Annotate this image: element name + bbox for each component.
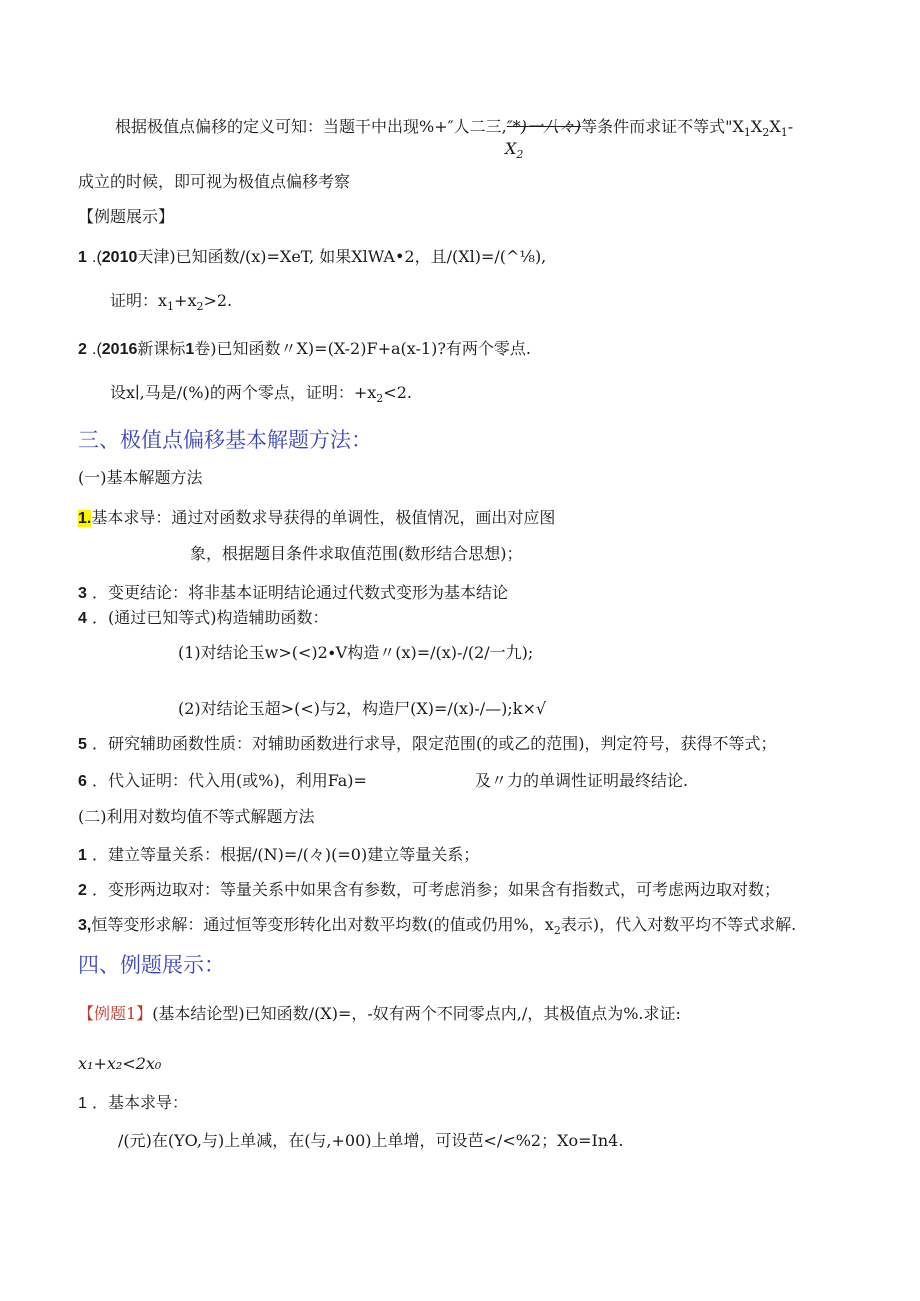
item-number: 2 xyxy=(78,882,87,899)
subscript: 2 xyxy=(196,300,204,314)
item-text: 恒等变形求解：通过恒等变形转化出对数平均数(的值或仍用%，x xyxy=(91,915,554,934)
var-x: X xyxy=(750,117,763,136)
item-number: 1. xyxy=(78,510,92,527)
intro-fraction-denominator xyxy=(505,138,523,166)
question-formula: x₁+x₂<2x₀ xyxy=(78,1054,162,1073)
item-text: 卷)已知函数〃X)=(X-2)F+a(x-1)?有两个零点. xyxy=(194,339,531,358)
method-1 xyxy=(78,507,555,530)
item-number: 3, xyxy=(78,917,92,934)
proof-text: 设x∣,马是/(%)的两个零点，证明：+x xyxy=(110,383,377,402)
item-number: 1 xyxy=(78,249,87,266)
item-year: 2010 xyxy=(101,249,138,266)
example-question-1 xyxy=(78,1003,681,1025)
proof-text: +x xyxy=(174,291,197,310)
example-2 xyxy=(78,338,531,361)
method-4 xyxy=(78,607,329,630)
item-number: 1 xyxy=(78,847,87,864)
example-1 xyxy=(78,246,546,269)
item-year: 2016 xyxy=(101,341,138,358)
item-text: 天津)已知函数/(x)=XeT, 如果XlWA•2，且/(Xl)=/(^⅛), xyxy=(137,247,547,266)
subscript: 1 xyxy=(167,300,175,314)
method-1-continued: 象，根据题目条件求取值范围(数形结合思想)； xyxy=(190,544,523,563)
item-text: .( xyxy=(92,341,102,358)
solution-step-1-body: /(元)在(YO,与)上单减，在(与,+00)上单增，可设芭</<%2；Xo=In4. xyxy=(118,1131,624,1150)
subsection-2-title: (二)利用对数均值不等式解题方法 xyxy=(78,807,315,826)
item-text: ．变更结论：将非基本证明结论通过代数式变形为基本结论 xyxy=(92,583,509,602)
item-text: ．研究辅助函数性质：对辅助函数进行求导，限定范围(的或乙的范围)，判定符号，获得不等式； xyxy=(92,734,777,753)
log-method-3 xyxy=(78,914,796,942)
proof-text: >2. xyxy=(203,291,233,310)
log-method-1 xyxy=(78,844,479,867)
subscript: 2 xyxy=(762,126,770,140)
question-text: (基本结论型)已知函数/(X)=，-奴有两个不同零点内,/，其极值点为%.求证: xyxy=(152,1004,681,1023)
subscript: 2 xyxy=(553,924,561,938)
var-x: X xyxy=(505,139,517,158)
method-5 xyxy=(78,733,777,756)
subsection-1-title: (一)基本解题方法 xyxy=(78,468,203,487)
proof-text: <2. xyxy=(383,383,412,402)
method-4-case-2: (2)对结论玉超>(<)与2，构造尸(X)=/(x)-/—);k×√ xyxy=(178,699,547,718)
method-6-end: 及〃力的单调性证明最终结论. xyxy=(475,771,689,790)
section-3-heading: 三、极值点偏移基本解题方法： xyxy=(78,428,372,452)
solution-step-1 xyxy=(78,1092,188,1115)
example-1-proof xyxy=(110,290,232,318)
example-bracket-title: 【例题展示】 xyxy=(78,207,175,226)
example-label: 【例题1】 xyxy=(78,1004,153,1023)
item-number: 3 xyxy=(78,585,87,602)
item-number: 2 xyxy=(78,341,87,358)
item-text: ．代入证明：代入用(或%)，利用Fa)= xyxy=(92,771,367,790)
intro-text: 根据极值点偏移的定义可知：当题干中出现%+″人二三, xyxy=(115,117,507,136)
subscript: 1 xyxy=(743,126,751,140)
struck-condition: ″*)一八々) xyxy=(506,117,582,136)
item-text: ．(通过已知等式)构造辅助函数： xyxy=(92,608,329,627)
item-text: ．变形两边取对：等量关系中如果含有参数，可考虑消参；如果含有指数式，可考虑两边取对数； xyxy=(92,880,781,899)
item-number: 6 xyxy=(78,773,87,790)
subscript: 2 xyxy=(516,148,524,162)
item-text: 新课标 xyxy=(137,339,186,358)
item-text: ．基本求导： xyxy=(92,1093,189,1112)
method-6 xyxy=(78,770,367,793)
item-text: 表示)，代入对数平均不等式求解. xyxy=(560,915,797,934)
section-4-heading: 四、例题展示： xyxy=(78,953,225,977)
example-2-proof xyxy=(110,382,412,410)
subscript: 2 xyxy=(376,392,384,406)
proof-text: 证明：x xyxy=(110,291,168,310)
method-3 xyxy=(78,582,508,605)
intro-line-2: 成立的时候，即可视为极值点偏移考察 xyxy=(78,172,351,191)
item-volume: 1 xyxy=(185,341,195,358)
item-number: 4 xyxy=(78,610,87,627)
log-method-2 xyxy=(78,879,780,902)
minus-sign: - xyxy=(787,117,794,136)
item-text: .( xyxy=(92,249,102,266)
subscript: 1 xyxy=(780,126,788,140)
var-x: X xyxy=(769,117,781,136)
method-4-case-1: (1)对结论玉w>(<)2∙V构造〃(x)=/(x)-/(2/一九); xyxy=(178,643,534,662)
item-text: 基本求导：通过对函数求导获得的单调性，极值情况，画出对应图 xyxy=(91,508,556,527)
item-number: 1 xyxy=(78,1095,87,1112)
intro-text-end: 等条件而求证不等式"X xyxy=(581,117,744,136)
intro-line-1 xyxy=(115,116,793,144)
item-text: ．建立等量关系：根据/(N)=/(々)(=0)建立等量关系； xyxy=(92,845,480,864)
item-number: 5 xyxy=(78,736,87,753)
